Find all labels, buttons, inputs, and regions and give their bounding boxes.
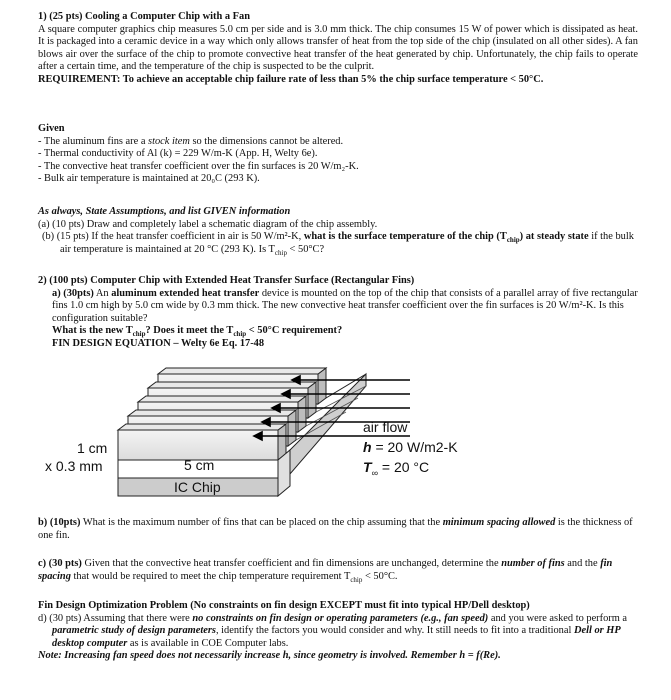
part-2c xyxy=(38,558,638,583)
part-2b-text: b) (10pts) What is the maximum number of fins that can be placed on the chip assuming that the minimum spacing allowed is the thickness of one fin. xyxy=(38,517,633,541)
fin-thickness-label: x 0.3 mm xyxy=(45,458,103,474)
fin-1 xyxy=(118,424,286,460)
given-item-1: - The aluminum fins are a stock item so the dimensions cannot be altered. xyxy=(38,135,344,147)
part-2d: d) (30 pts) Assuming that there were no constraints on fin design or operating parameters (e.g., fan speed) and you were asked to perform a parametric study of design parameters, identify the factors you would consider and why. It still needs to fit into a traditional Dell or HP desktop computer as is available in COE Computer labs. xyxy=(38,612,628,649)
note: Note: Increasing fan speed does not necessarily increase h, since geometry is involved. Remember h = f(Re). xyxy=(38,650,501,662)
fin-width-label: 5 cm xyxy=(184,457,215,473)
problem-2 xyxy=(38,275,638,351)
part-2c-text: c) (30 pts) Given that the convective heat transfer coefficient and fin dimensions are unchanged, determine the number of fins and the fin spacing that would be required to meet the chip temperature requirement $T_{chip} < 50^\circ C$. xyxy=(38,558,613,584)
given-item-3: - The convective heat transfer coefficient over the fin surfaces is 20 W/m₂-K. xyxy=(38,160,359,172)
given-section xyxy=(38,123,638,186)
part-2b xyxy=(38,517,638,542)
ic-chip-label: IC Chip xyxy=(174,479,221,495)
t-inf-label: $T_\infty = 20$ °C xyxy=(363,459,430,478)
given-heading: Given xyxy=(38,123,65,134)
problem-1-body: A square computer graphics chip measures 5.0 cm per side and is 3.0 mm thick. The chip consumes 15 W of power which is dissipated as heat. It is packaged into a ceramic device in a way which only allows transfer of heat from the top side of the chip (insulated on all other sides). A fan blows air over the surface of the chip to promote convective heat transfer of the heat generated by chip. Unfortunately, the chip fails to operate after a certain time, and the temperature of the chip is suspected to be the culprit. xyxy=(38,23,638,73)
airflow-label: air flow xyxy=(363,419,408,435)
optimization-section xyxy=(38,600,638,663)
part-1a: (a) (10 pts) Draw and completely label a schematic diagram of the chip assembly. xyxy=(38,218,378,230)
fin-array-drawing xyxy=(0,362,671,497)
problem-1-title: 1) (25 pts) Cooling a Computer Chip with a Fan xyxy=(38,11,250,22)
fin-schematic-figure xyxy=(0,362,671,497)
h-value-label: h = 20 W/m2-K xyxy=(363,439,458,455)
problem-2-title: 2) (100 pts) Computer Chip with Extended Heat Transfer Surface (Rectangular Fins) xyxy=(38,275,415,286)
assumptions-heading: As always, State Assumptions, and list GIVEN information xyxy=(38,206,291,217)
fin-height-label: 1 cm xyxy=(77,440,108,456)
assumptions-section xyxy=(38,206,638,256)
requirement: REQUIREMENT: To achieve an acceptable chip failure rate of less than 5% the chip surface temperature < 50°C. xyxy=(38,73,544,85)
given-item-2: - Thermal conductivity of Al (k) = 229 W/m-K (App. H, Welty 6e). xyxy=(38,148,318,160)
optimization-heading: Fin Design Optimization Problem (No constraints on fin design EXCEPT must fit into typical HP/Dell desktop) xyxy=(38,600,530,611)
fin-design-equation: FIN DESIGN EQUATION – Welty 6e Eq. 17-48 xyxy=(52,337,265,349)
part-1b: (b) (15 pts) If the heat transfer coefficient in air is 50 W/m²-K, what is the surface temperature of the chip $(T_{chip})$ at steady state if the bulk air temperature is maintained at 20 °C (293 K). Is $T_{chip} < 50^\circ C$? xyxy=(42,231,634,257)
part-2a: a) (30pts) An aluminum extended heat transfer device is mounted on the top of the chip that consists of a parallel array of five rectangular fins 1.0 cm high by 5.0 cm wide by 0.3 mm thick. The new convective heat transfer coefficient over the fin surfaces is 20 W/m²-K. Is this configuration suitable? xyxy=(52,287,638,324)
problem-1 xyxy=(38,11,638,87)
given-item-4: - Bulk air temperature is maintained at 20₀C (293 K). xyxy=(38,173,260,185)
part-2a-question: What is the new $T_{chip}$? Does it meet the $T_{chip} < 50^\circ C$ requirement? xyxy=(52,325,343,339)
